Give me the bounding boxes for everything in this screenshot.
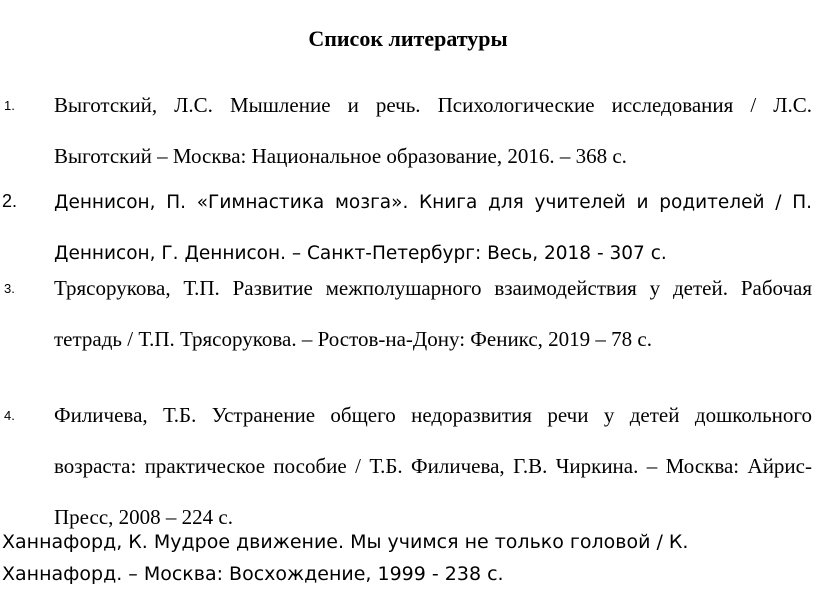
- page-title: Список литературы: [308, 26, 508, 51]
- list-text-1: Выготский, Л.С. Мышление и речь. Психологические исследования / Л.С. Выготский – Москва: Национальное образование, 2016. – 368 с.: [54, 93, 812, 168]
- list-number-1: 1.: [4, 98, 15, 113]
- list-number-2: 2.: [2, 191, 18, 211]
- list-number-4: 4.: [4, 408, 15, 423]
- list-text-3: Трясорукова, Т.П. Развитие межполушарного взаимодействия у детей. Рабочая тетрадь / Т.П. Трясорукова. – Ростов-на-Дону: Феникс, 2019 – 78 с.: [54, 276, 812, 351]
- list-text-2: Деннисон, П. «Гимнастика мозга». Книга для учителей и родителей / П. Деннисон, Г. Деннисон. – Санкт-Петербург: Весь, 2018 - 307 с.: [54, 192, 812, 264]
- list-text-4: Филичева, Т.Б. Устранение общего недоразвития речи у детей дошкольного возраста: практическое пособие / Т.Б. Филичева, Г.В. Чиркина. – Москва: Айрис-Пресс, 2008 – 224 с.: [54, 403, 812, 529]
- list-number-3: 3.: [4, 281, 15, 296]
- unnumbered-entry: Ханнафорд, К. Мудрое движение. Мы учимся не только головой / К. Ханнафорд. – Москва: Восхождение, 1999 - 238 с.: [2, 531, 689, 585]
